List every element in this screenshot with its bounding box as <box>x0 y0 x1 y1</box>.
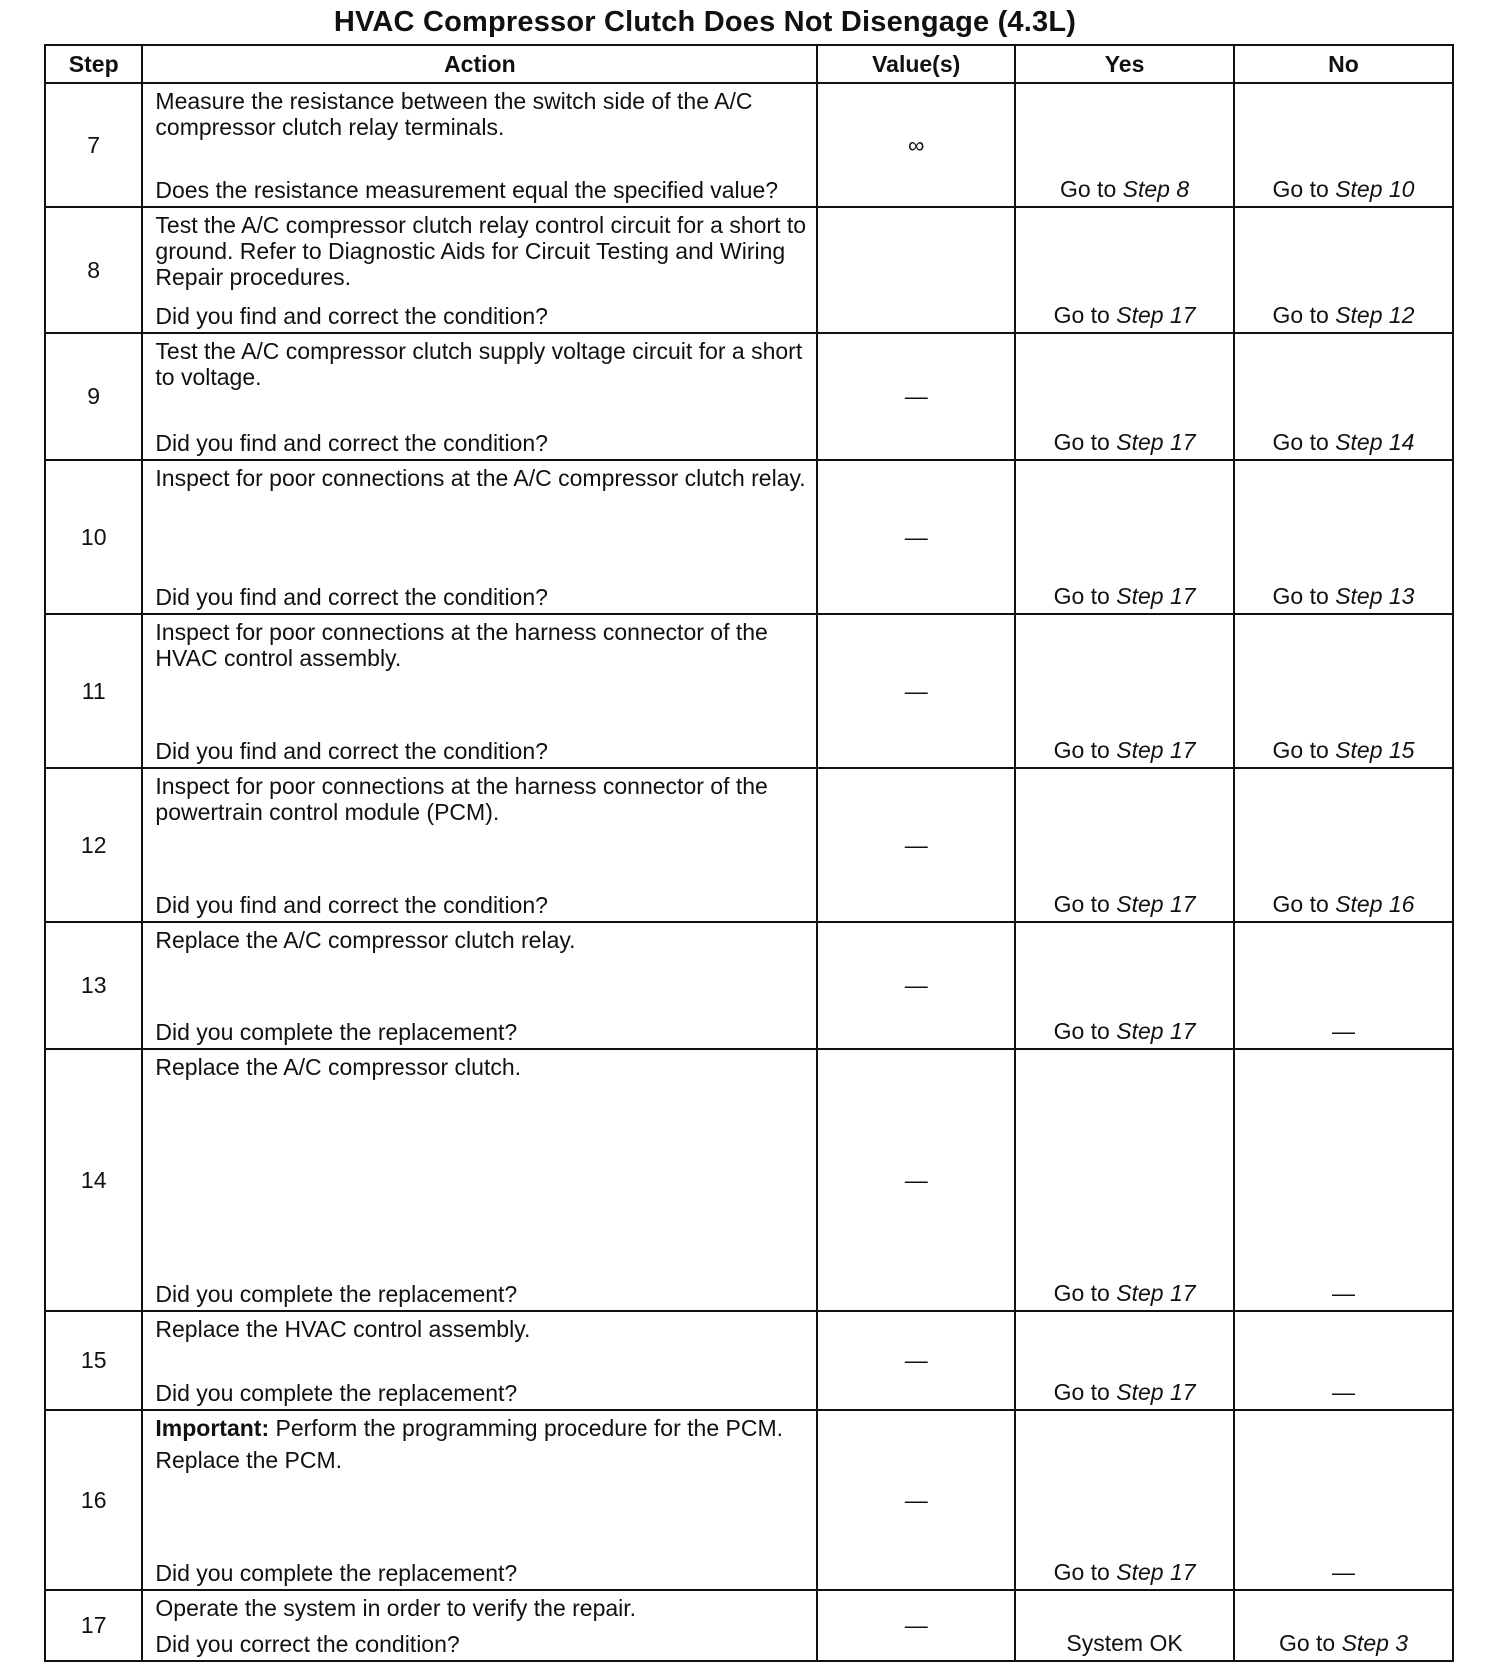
table-row <box>45 1410 1453 1590</box>
action-text <box>143 334 816 390</box>
table-row <box>45 1049 1453 1311</box>
goto-prefix: Go to <box>1053 302 1117 328</box>
action-line <box>155 773 808 825</box>
action-line-text: Test the A/C compressor clutch relay control circuit for a short to ground. Refer to Diagnostic Aids for Circuit Testing and Wiring Repair procedures. <box>155 212 807 290</box>
goto-prefix: Go to <box>1272 891 1336 917</box>
value-cell: ∞ <box>817 83 1015 207</box>
value-cell: — <box>817 922 1015 1049</box>
goto-prefix: Go to <box>1053 583 1117 609</box>
action-text <box>143 1411 816 1473</box>
action-question: Did you find and correct the condition? <box>155 738 548 764</box>
no-cell <box>1234 333 1453 460</box>
yes-cell <box>1015 1311 1234 1410</box>
action-cell <box>142 333 817 460</box>
action-line <box>155 619 808 671</box>
action-line <box>155 88 808 140</box>
goto-prefix: Go to <box>1272 429 1336 455</box>
step-number: 10 <box>45 460 142 614</box>
table-row <box>45 922 1453 1049</box>
value-cell: — <box>817 460 1015 614</box>
action-question: Did you find and correct the condition? <box>155 584 548 610</box>
goto-prefix: Go to <box>1053 1280 1117 1306</box>
action-line-text: Inspect for poor connections at the A/C compressor clutch relay. <box>155 465 806 491</box>
table-row <box>45 768 1453 922</box>
goto-step: Step 13 <box>1335 583 1415 609</box>
action-cell <box>142 460 817 614</box>
value-cell: — <box>817 333 1015 460</box>
goto-prefix: Go to <box>1059 176 1123 202</box>
goto-prefix: Go to <box>1272 302 1336 328</box>
action-question: Did you find and correct the condition? <box>155 892 548 918</box>
action-cell <box>142 1049 817 1311</box>
goto-prefix: Go to <box>1053 737 1117 763</box>
table-row <box>45 1311 1453 1410</box>
goto-step: Step 8 <box>1122 176 1190 202</box>
action-question: Did you complete the replacement? <box>155 1019 518 1045</box>
yes-cell <box>1015 460 1234 614</box>
step-number: 13 <box>45 922 142 1049</box>
goto-prefix: System OK <box>1066 1630 1183 1656</box>
action-line-text: Replace the PCM. <box>155 1447 343 1473</box>
goto-step: Step 17 <box>1116 1018 1196 1044</box>
goto-step: Step 16 <box>1335 891 1415 917</box>
header-row <box>45 45 1453 83</box>
action-line-text: Inspect for poor connections at the harness connector of the HVAC control assembly. <box>155 619 768 671</box>
no-cell <box>1234 768 1453 922</box>
value-cell: — <box>817 768 1015 922</box>
yes-cell <box>1015 1049 1234 1311</box>
action-line <box>155 1447 808 1473</box>
no-cell <box>1234 1590 1453 1661</box>
goto-prefix: Go to <box>1272 737 1336 763</box>
header-no: No <box>1234 45 1453 83</box>
yes-cell <box>1015 768 1234 922</box>
goto-prefix: — <box>1332 1379 1356 1405</box>
step-number: 9 <box>45 333 142 460</box>
action-text <box>143 923 816 953</box>
table-row <box>45 1590 1453 1661</box>
table-body <box>45 83 1453 1661</box>
action-line-text: Operate the system in order to verify the repair. <box>155 1595 637 1621</box>
goto-prefix: Go to <box>1053 1559 1117 1585</box>
goto-prefix: — <box>1332 1559 1356 1585</box>
header-value: Value(s) <box>817 45 1015 83</box>
action-question: Did you find and correct the condition? <box>155 303 548 329</box>
goto-prefix: Go to <box>1278 1630 1342 1656</box>
action-question: Did you correct the condition? <box>155 1631 460 1657</box>
yes-cell <box>1015 1410 1234 1590</box>
goto-step: Step 14 <box>1335 429 1415 455</box>
goto-prefix: — <box>1332 1018 1356 1044</box>
yes-cell <box>1015 333 1234 460</box>
action-text <box>143 1312 816 1342</box>
action-line <box>155 1054 808 1080</box>
action-text <box>143 1591 816 1621</box>
goto-step: Step 10 <box>1335 176 1415 202</box>
table-row <box>45 460 1453 614</box>
action-question: Does the resistance measurement equal the specified value? <box>155 177 779 203</box>
value-cell <box>817 207 1015 333</box>
no-cell <box>1234 614 1453 768</box>
action-cell <box>142 83 817 207</box>
goto-step: Step 17 <box>1116 1559 1196 1585</box>
action-line-text: Test the A/C compressor clutch supply voltage circuit for a short to voltage. <box>155 338 803 390</box>
action-text <box>143 1050 816 1080</box>
step-number: 12 <box>45 768 142 922</box>
action-line <box>155 1316 808 1342</box>
table-row <box>45 614 1453 768</box>
action-question: Did you complete the replacement? <box>155 1560 518 1586</box>
goto-prefix: Go to <box>1053 1379 1117 1405</box>
goto-step: Step 15 <box>1335 737 1415 763</box>
step-number: 14 <box>45 1049 142 1311</box>
goto-step: Step 12 <box>1335 302 1415 328</box>
action-line <box>155 465 808 491</box>
no-cell <box>1234 460 1453 614</box>
action-cell <box>142 1311 817 1410</box>
table-row <box>45 333 1453 460</box>
yes-cell <box>1015 922 1234 1049</box>
goto-step: Step 17 <box>1116 1280 1196 1306</box>
action-question: Did you find and correct the condition? <box>155 430 548 456</box>
important-label: Important: <box>155 1415 270 1441</box>
action-question: Did you complete the replacement? <box>155 1281 518 1307</box>
action-cell <box>142 922 817 1049</box>
action-line-text: Perform the programming procedure for the PCM. <box>275 1415 783 1441</box>
action-cell <box>142 768 817 922</box>
goto-prefix: Go to <box>1053 429 1117 455</box>
step-number: 15 <box>45 1311 142 1410</box>
goto-step: Step 17 <box>1116 1379 1196 1405</box>
no-cell <box>1234 207 1453 333</box>
action-line-text: Replace the A/C compressor clutch. <box>155 1054 522 1080</box>
goto-prefix: Go to <box>1053 1018 1117 1044</box>
action-line <box>155 338 808 390</box>
action-text <box>143 615 816 671</box>
no-cell <box>1234 922 1453 1049</box>
yes-cell <box>1015 1590 1234 1661</box>
header-action: Action <box>142 45 817 83</box>
value-cell: — <box>817 1410 1015 1590</box>
goto-step: Step 17 <box>1116 891 1196 917</box>
action-text <box>143 208 816 290</box>
goto-prefix: Go to <box>1272 176 1336 202</box>
value-cell: — <box>817 1590 1015 1661</box>
action-text <box>143 769 816 825</box>
table-row <box>45 83 1453 207</box>
page-title: HVAC Compressor Clutch Does Not Disengage (4.3L) <box>333 6 1077 38</box>
yes-cell <box>1015 207 1234 333</box>
action-text <box>143 461 816 491</box>
action-text <box>143 84 816 140</box>
no-cell <box>1234 1049 1453 1311</box>
no-cell <box>1234 1311 1453 1410</box>
goto-step: Step 17 <box>1116 302 1196 328</box>
value-cell: — <box>817 1049 1015 1311</box>
action-line <box>155 927 808 953</box>
step-number: 11 <box>45 614 142 768</box>
action-line <box>155 1595 808 1621</box>
table-row <box>45 207 1453 333</box>
action-line <box>155 212 808 290</box>
action-line-text: Inspect for poor connections at the harness connector of the powertrain control module (PCM). <box>155 773 768 825</box>
action-line-text: Replace the HVAC control assembly. <box>155 1316 531 1342</box>
goto-prefix: Go to <box>1053 891 1117 917</box>
action-line <box>155 1415 808 1441</box>
value-cell: — <box>817 1311 1015 1410</box>
action-line-text: Measure the resistance between the switch side of the A/C compressor clutch relay terminals. <box>155 88 753 140</box>
yes-cell <box>1015 83 1234 207</box>
step-number: 7 <box>45 83 142 207</box>
goto-step: Step 17 <box>1116 737 1196 763</box>
step-number: 8 <box>45 207 142 333</box>
step-number: 17 <box>45 1590 142 1661</box>
action-cell <box>142 1590 817 1661</box>
header-yes: Yes <box>1015 45 1234 83</box>
goto-prefix: Go to <box>1272 583 1336 609</box>
yes-cell <box>1015 614 1234 768</box>
goto-step: Step 17 <box>1116 429 1196 455</box>
action-question: Did you complete the replacement? <box>155 1380 518 1406</box>
goto-step: Step 3 <box>1341 1630 1409 1656</box>
no-cell <box>1234 83 1453 207</box>
action-cell <box>142 207 817 333</box>
value-cell: — <box>817 614 1015 768</box>
goto-prefix: — <box>1332 1280 1356 1306</box>
action-cell <box>142 1410 817 1590</box>
action-cell <box>142 614 817 768</box>
goto-step: Step 17 <box>1116 583 1196 609</box>
no-cell <box>1234 1410 1453 1590</box>
diagnostic-table <box>44 44 1454 1662</box>
step-number: 16 <box>45 1410 142 1590</box>
header-step: Step <box>45 45 142 83</box>
action-line-text: Replace the A/C compressor clutch relay. <box>155 927 576 953</box>
